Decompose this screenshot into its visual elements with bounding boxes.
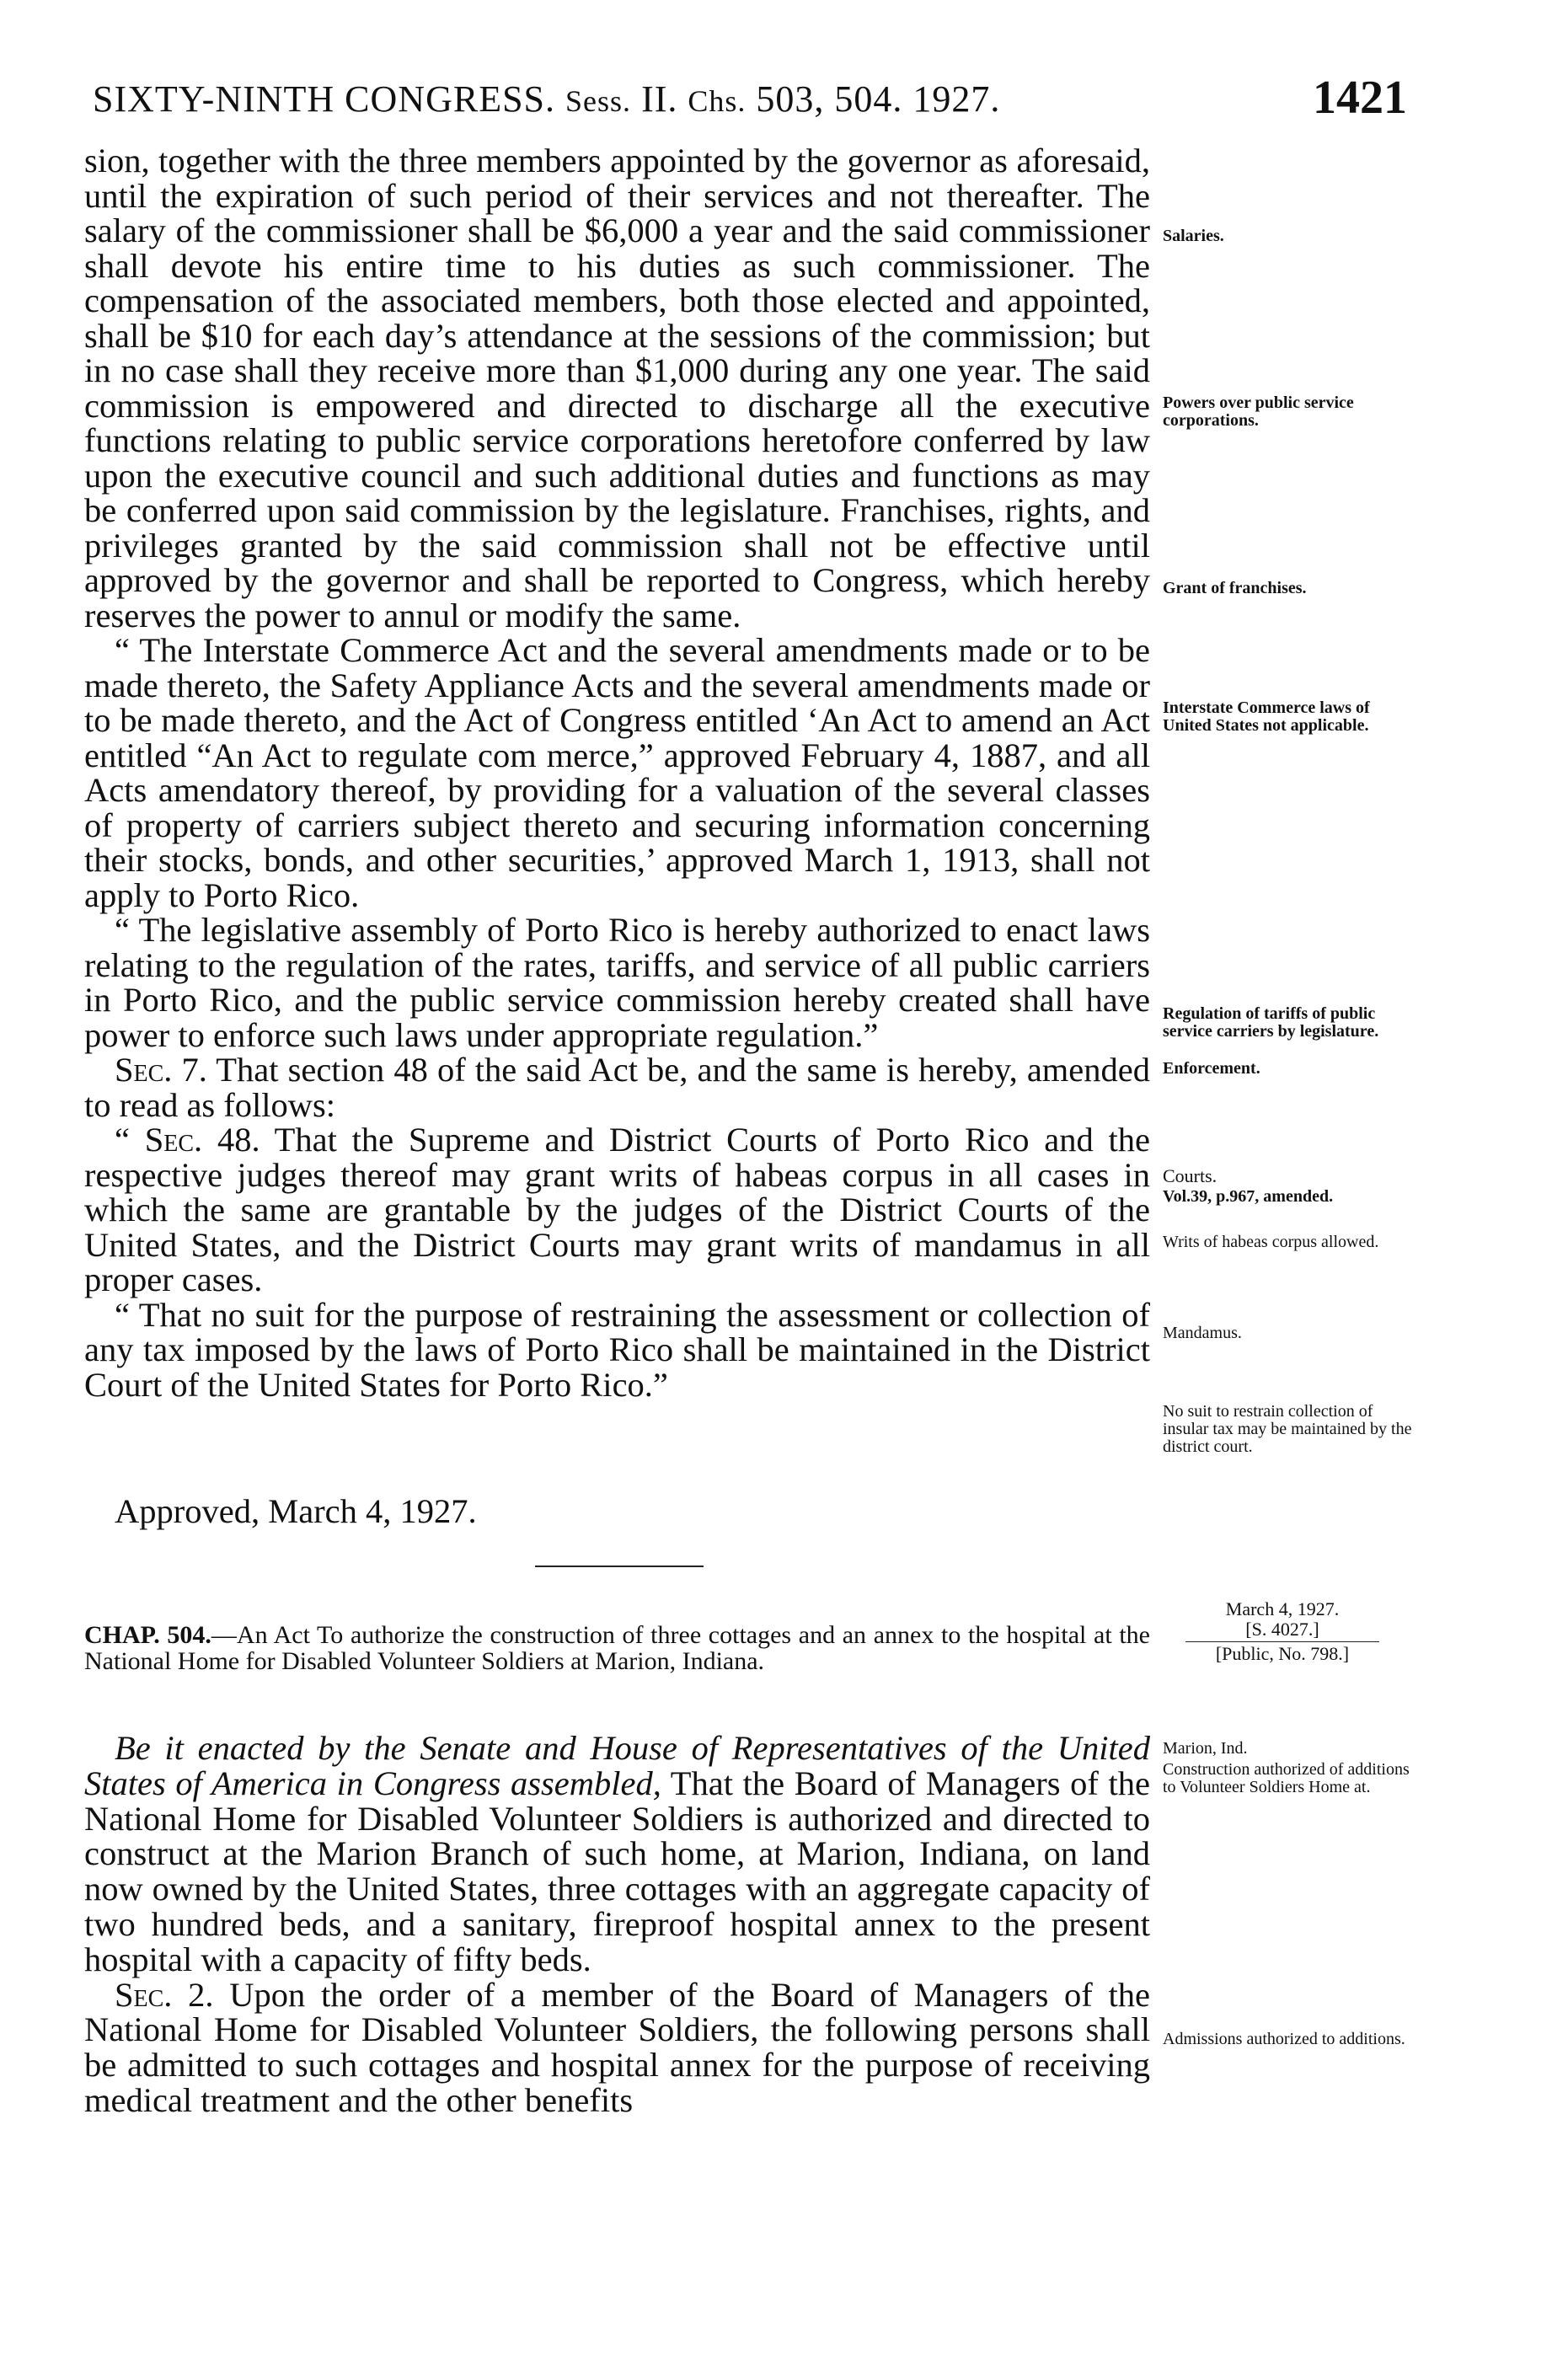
paragraph-interstate: “ The Interstate Commerce Act and the several amendments made or to be made thereto, the Safety Appliance Acts and the several amendments made or to be made thereto, and the Act of Congress entitled ‘An Act to amend an Act entitled “An Act to regulate com merce,” approved February 4, 1887, and all Acts amendatory thereof, by providing for a valuation of the several classes of property of carriers subject thereto and securing information concerning their stocks, bonds, and other securities,’ approved March 1, 1913, shall not apply to Porto Rico. [84, 631, 1150, 914]
paragraph-sec7 [84, 1052, 1150, 1122]
margin-note-interstate: Interstate Commerce laws of United States not applicable. [1163, 698, 1370, 735]
sec2-label: Sec. 2. [115, 1975, 214, 2014]
public-law-number: [Public, No. 798.] [1215, 1643, 1350, 1664]
sec7-label: Sec. 7. [115, 1051, 207, 1089]
sec48-label: “ Sec. 48. [115, 1121, 260, 1159]
session-number: II. [631, 78, 688, 120]
margin-note-construction: Construction authorized of additions to Volunteer Soldiers Home at. [1163, 1760, 1410, 1796]
enacting-clause: Be it enacted by the Senate and House of Representatives of the United States of America in Congress assembled, [84, 1729, 1150, 1802]
margin-note-vol: Vol.39, p.967, amended. [1163, 1187, 1334, 1206]
paragraph-legislative: “ The legislative assembly of Porto Rico is hereby authorized to enact laws relating to the regulation of the rates, tariffs, and service of all public carriers in Porto Rico, and the public service commission hereby created shall have power to enforce such laws under appropriate regulation.” [84, 911, 1150, 1054]
paragraph-sec48 [84, 1122, 1150, 1298]
running-head [93, 71, 1407, 130]
running-head-title [93, 78, 1000, 120]
session-label: Sess. [565, 84, 632, 118]
sec48-text: That the Supreme and District Courts of Porto Rico and the respective judges thereof may grant writs of habeas corpus in all cases in which the same are grantable by the judges of the District Courts of the United States, and the District Courts may grant writs of mandamus in all proper cases. [84, 1121, 1151, 1298]
margin-note-franchises: Grant of franchises. [1163, 579, 1307, 597]
margin-note-powers: Powers over public service corporations. [1163, 393, 1354, 430]
sec2-text: Upon the order of a member of the Board of Managers of the National Home for Disabled Volunteer Soldiers, the following persons shall be admitted to such cottages and hospital annex for the purpose of receiving medical treatment and the other benefits [84, 1975, 1150, 2119]
congress-label: SIXTY-NINTH CONGRESS. [93, 78, 566, 120]
sec7-text: That section 48 of the said Act be, and the same is hereby, amended to read as follows: [84, 1051, 1150, 1124]
paragraph-sec2 [84, 1975, 1150, 2119]
chapter-date-block [1156, 1599, 1409, 1664]
chapters-and-year: 503, 504. 1927. [746, 78, 1001, 120]
margin-note-courts: Courts. [1163, 1165, 1217, 1186]
chapters-label: Chs. [688, 84, 747, 118]
chapter-date: March 4, 1927. [1225, 1598, 1340, 1619]
margin-note-enforcement: Enforcement. [1163, 1059, 1260, 1078]
senate-bill-number: [S. 4027.] [1245, 1619, 1319, 1640]
enacting-paragraph [84, 1731, 1150, 1978]
chapter-heading [84, 1622, 1150, 1674]
date-block-rule [1185, 1641, 1379, 1642]
chapter-title: —An Act To authorize the construction of three cottages and an annex to the hospital at the National Home for Disabled Volunteer Soldiers at Marion, Indiana. [84, 1621, 1150, 1675]
margin-note-salaries: Salaries. [1163, 227, 1224, 245]
section-divider [535, 1566, 704, 1567]
page-number: 1421 [1313, 72, 1407, 124]
margin-note-no-suit: No suit to restrain collection of insular tax may be maintained by the district court. [1163, 1402, 1412, 1456]
enactment-text: That the Board of Managers of the National Home for Disabled Volunteer Soldiers is authorized and directed to construct at the Marion Branch of such home, at Marion, Indiana, on land now owned by the United States, three cottages with an aggregate capacity of two hundred beds, and a sanitary, fireproof hospital annex to the present hospital with a capacity of fifty beds. [84, 1764, 1151, 1978]
chapter-label: CHAP. 504. [84, 1621, 211, 1649]
paragraph-no-suit: “ That no suit for the purpose of restraining the assessment or collection of any tax imposed by the laws of Porto Rico shall be maintained in the District Court of the United States for Porto Rico.” [84, 1295, 1150, 1404]
margin-note-mandamus: Mandamus. [1163, 1324, 1242, 1342]
enactment-body [84, 1731, 1150, 2118]
approved-line: Approved, March 4, 1927. [115, 1492, 477, 1530]
margin-note-habeas: Writs of habeas corpus allowed. [1163, 1233, 1379, 1251]
paragraph-commission: sion, together with the three members appointed by the governor as aforesaid, until the expiration of such period of their services and not thereafter. The salary of the commissioner shall be $6,000 a year and the said commissioner shall devote his entire time to his duties as such commissioner. The compensation of the associated members, both those elected and appointed, shall be $10 for each day’s attendance at the sessions of the commission; but in no case shall they receive more than $1,000 during any one year. The said commission is empowered and directed to discharge all the executive functions relating to public service corporations heretofore conferred by law upon the executive council and such additional duties and functions as may be conferred upon said commission by the legislature. Franchises, rights, and privileges granted by the said commission shall not be effective until approved by the governor and shall be reported to Congress, which hereby reserves the power to annul or modify the same. [84, 142, 1150, 634]
section-body [84, 143, 1150, 1402]
margin-note-regulation: Regulation of tariffs of public service carriers by legislature. [1163, 1004, 1379, 1041]
margin-note-marion: Marion, Ind. [1163, 1739, 1248, 1758]
margin-note-admissions: Admissions authorized to additions. [1163, 2030, 1405, 2048]
